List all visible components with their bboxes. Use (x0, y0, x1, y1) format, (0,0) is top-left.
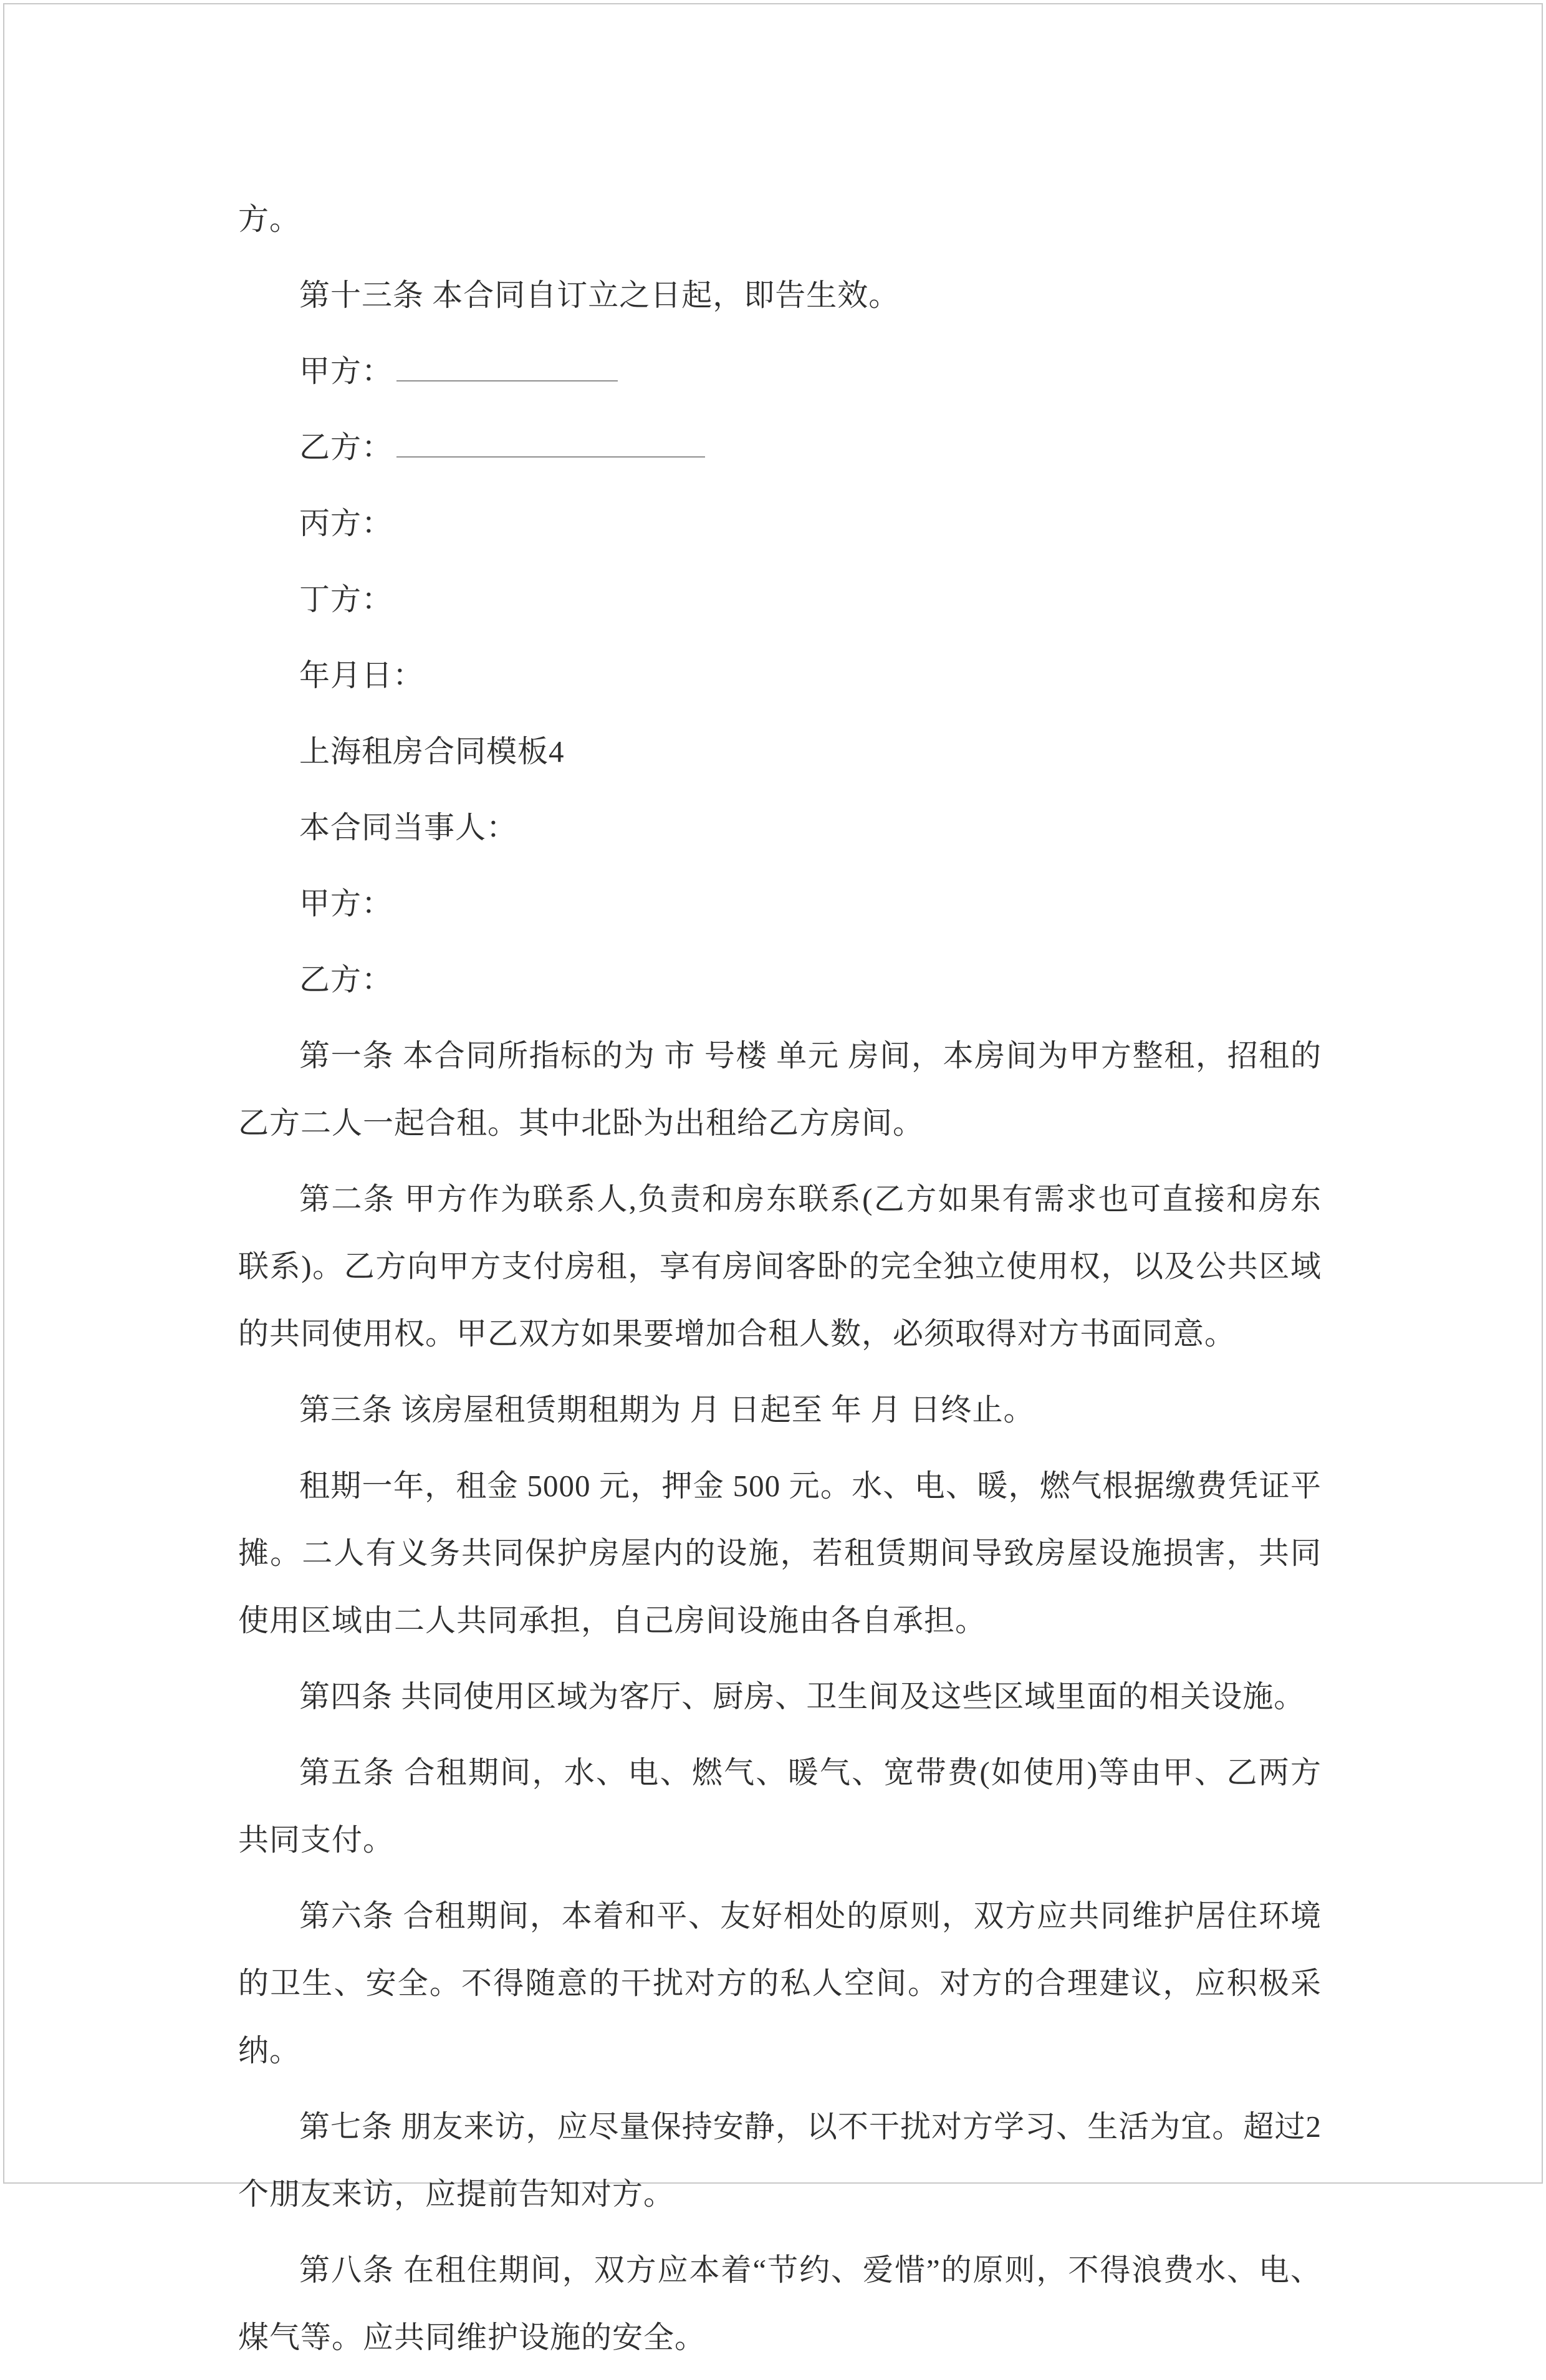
paragraph-text: 第八条 在租住期间，双方应本着“节约、爱惜”的原则，不得浪费水、电、煤气等。应共同维护设施的安全。 (238, 2253, 1322, 2354)
party-b-line (238, 946, 1322, 1014)
paragraph-text: 乙方： (299, 430, 393, 464)
clause-3-detail (238, 1452, 1322, 1654)
clause-8 (238, 2237, 1322, 2371)
paragraph-text: 第四条 共同使用区域为客厅、厨房、卫生间及这些区域里面的相关设施。 (299, 1679, 1305, 1714)
paragraph-text: 丁方： (299, 582, 393, 617)
paragraph-text: 丙方： (299, 506, 393, 540)
blank-underline (396, 426, 705, 458)
clause-4 (238, 1663, 1322, 1730)
document-page (238, 186, 1322, 2380)
paragraph-continuation (238, 186, 1322, 253)
paragraph-text: 本合同当事人： (299, 810, 518, 845)
paragraph-text: 第十三条 本合同自订立之日起，即告生效。 (299, 278, 900, 312)
paragraph-text: 第七条 朋友来访，应尽量保持安静，以不干扰对方学习、生活为宜。超过2个朋友来访，应提前告知对方。 (238, 2109, 1322, 2211)
paragraph-text: 第一条 本合同所指标的为 市 号楼 单元 房间，本房间为甲方整租，招租的乙方二人一起合租。其中北卧为出租给乙方房间。 (238, 1039, 1322, 1140)
clause-6 (238, 1883, 1322, 2085)
clause-2 (238, 1166, 1322, 1368)
paragraph-text: 第三条 该房屋租赁期租期为 月 日起至 年 月 日终止。 (299, 1393, 1035, 1427)
date-line (238, 642, 1322, 709)
paragraph-text: 甲方： (299, 354, 393, 388)
party-a-signature-line (238, 338, 1322, 405)
paragraph-text: 上海租房合同模板4 (299, 734, 565, 769)
clause-5 (238, 1739, 1322, 1874)
section-title (238, 718, 1322, 785)
party-c-signature-line (238, 490, 1322, 557)
paragraph-text: 第二条 甲方作为联系人,负责和房东联系(乙方如果有需求也可直接和房东联系)。乙方向甲方支付房租，享有房间客卧的完全独立使用权，以及公共区域的共同使用权。甲乙双方如果要增加合租人数，必须取得对方书面同意。 (238, 1182, 1322, 1351)
parties-heading (238, 794, 1322, 861)
paragraph-text: 年月日： (299, 658, 425, 693)
paragraph-text: 甲方： (299, 886, 393, 921)
paragraph-list (238, 186, 1322, 2371)
paragraph-text: 乙方： (299, 962, 393, 997)
party-d-signature-line (238, 566, 1322, 633)
party-b-signature-line (238, 414, 1322, 481)
paragraph-text: 方。 (238, 202, 301, 236)
clause-13 (238, 262, 1322, 329)
clause-7 (238, 2093, 1322, 2228)
paragraph-text: 第五条 合租期间，水、电、燃气、暖气、宽带费(如使用)等由甲、乙两方共同支付。 (238, 1755, 1322, 1857)
clause-1 (238, 1022, 1322, 1157)
paragraph-text: 租期一年，租金 5000 元，押金 500 元。水、电、暖，燃气根据缴费凭证平摊。二人有义务共同保护房屋内的设施，若租赁期间导致房屋设施损害，共同使用区域由二人共同承担，自己房间设施由各自承担。 (238, 1469, 1322, 1638)
blank-underline (396, 350, 618, 381)
party-a-line (238, 870, 1322, 938)
clause-3 (238, 1376, 1322, 1444)
paragraph-text: 第六条 合租期间，本着和平、友好相处的原则，双方应共同维护居住环境的卫生、安全。不得随意的干扰对方的私人空间。对方的合理建议，应积极采纳。 (238, 1899, 1322, 2068)
